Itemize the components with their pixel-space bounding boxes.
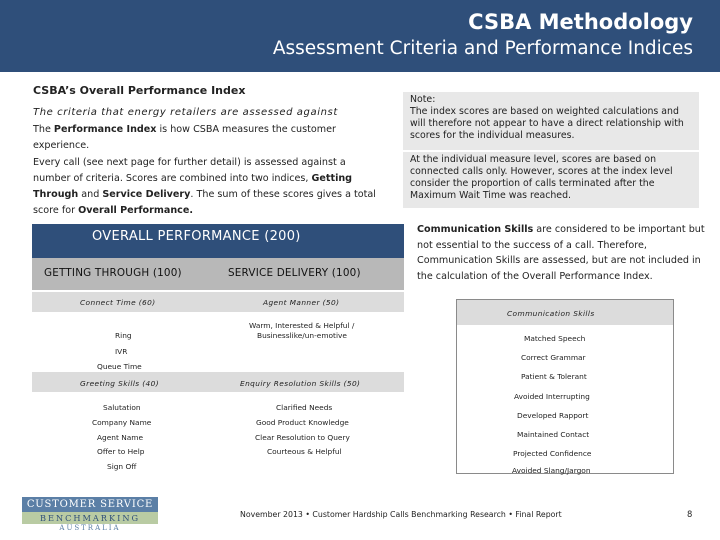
footer-text: November 2013 • Customer Hardship Calls Benchmarking Research • Final Report xyxy=(240,510,562,519)
connect-time-heading: Connect Time (60) xyxy=(80,298,156,307)
enquiry-resolution-heading: Enquiry Resolution Skills (50) xyxy=(240,379,361,388)
para1-pre: The xyxy=(33,124,54,135)
para2-bold2: Service Delivery xyxy=(102,189,191,200)
greeting-item: Agent Name xyxy=(97,433,144,442)
page-subtitle: Assessment Criteria and Performance Indices xyxy=(272,38,693,59)
csba-logo-bottom: AUSTRALIA xyxy=(59,524,121,532)
cs-para-bold: Communication Skills xyxy=(417,224,534,235)
communication-skill-item: Avoided Slang/Jargon xyxy=(512,466,591,475)
para2-part2: and xyxy=(78,189,103,200)
greeting-item: Offer to Help xyxy=(97,447,145,456)
note-box-connected-calls xyxy=(403,152,699,208)
overall-performance-title: OVERALL PERFORMANCE (200) xyxy=(92,229,301,244)
greeting-item: Sign Off xyxy=(107,462,137,471)
criteria-paragraph xyxy=(33,155,378,219)
greeting-item: Salutation xyxy=(103,403,141,412)
manner-item: Businesslike/un-emotive xyxy=(257,331,347,340)
manner-item: Warm, Interested & Helpful / xyxy=(249,321,355,330)
note-label: Note: xyxy=(410,94,436,105)
header-banner xyxy=(0,0,720,72)
csba-logo-middle: BENCHMARKING xyxy=(22,512,158,524)
communication-skill-item: Matched Speech xyxy=(524,334,586,343)
enquiry-item: Good Product Knowledge xyxy=(256,418,349,427)
para2-bold3: Overall Performance. xyxy=(78,205,194,216)
communication-skills-paragraph xyxy=(417,222,709,284)
connect-item: IVR xyxy=(115,347,128,356)
para2-part1: Every call (see next page for further detail) is assessed against a number of criteria. Scores are combined into two indices, xyxy=(33,157,346,184)
communication-skill-item: Patient & Tolerant xyxy=(521,372,587,381)
para2-part3: . The sum of these scores gives a total score for xyxy=(33,189,376,216)
agent-manner-heading: Agent Manner (50) xyxy=(263,298,340,307)
performance-index-paragraph xyxy=(33,122,378,154)
note-box-weighted xyxy=(403,92,699,150)
communication-skill-item: Avoided Interrupting xyxy=(514,392,590,401)
service-delivery-label: SERVICE DELIVERY (100) xyxy=(228,267,361,279)
getting-through-label: GETTING THROUGH (100) xyxy=(44,267,182,279)
note-text-1: The index scores are based on weighted calculations and will therefore not appear to have a direct relationship with scores for the individual measures. xyxy=(410,106,684,141)
index-header-row xyxy=(32,258,404,290)
section-title: CSBA’s Overall Performance Index xyxy=(33,84,246,97)
greeting-skills-heading: Greeting Skills (40) xyxy=(80,379,160,388)
enquiry-item: Clear Resolution to Query xyxy=(255,433,350,442)
communication-skills-box xyxy=(456,299,674,474)
communication-skill-item: Developed Rapport xyxy=(517,411,589,420)
csba-logo-top: CUSTOMER SERVICE xyxy=(22,497,158,512)
greeting-item: Company Name xyxy=(92,418,152,427)
enquiry-item: Courteous & Helpful xyxy=(267,447,342,456)
cs-para-rest: are considered to be important but not essential to the success of a call. Therefore, Communication Skills are assessed, but are not included in the calculation of the Overall Performance Index. xyxy=(417,224,705,282)
connect-item: Ring xyxy=(115,331,132,340)
enquiry-item: Clarified Needs xyxy=(276,403,333,412)
communication-skill-item: Projected Confidence xyxy=(513,449,592,458)
intro-text: The criteria that energy retailers are assessed against xyxy=(33,107,338,118)
overall-performance-header xyxy=(32,224,404,258)
note-text-2: At the individual measure level, scores are based on connected calls only. However, scores at the index level consider the proportion of calls terminated after the Maximum Wait Time was reached. xyxy=(410,154,673,201)
communication-skill-item: Maintained Contact xyxy=(517,430,590,439)
para1-post: is how CSBA measures the customer experience. xyxy=(33,124,336,151)
communication-skills-box-title: Communication Skills xyxy=(507,309,595,318)
page-title: CSBA Methodology xyxy=(468,10,693,34)
para1-bold: Performance Index xyxy=(53,124,157,135)
communication-skill-item: Correct Grammar xyxy=(521,353,586,362)
para2-bold1: Getting Through xyxy=(33,173,353,200)
connect-item: Queue Time xyxy=(97,362,142,371)
page-number: 8 xyxy=(687,509,693,519)
